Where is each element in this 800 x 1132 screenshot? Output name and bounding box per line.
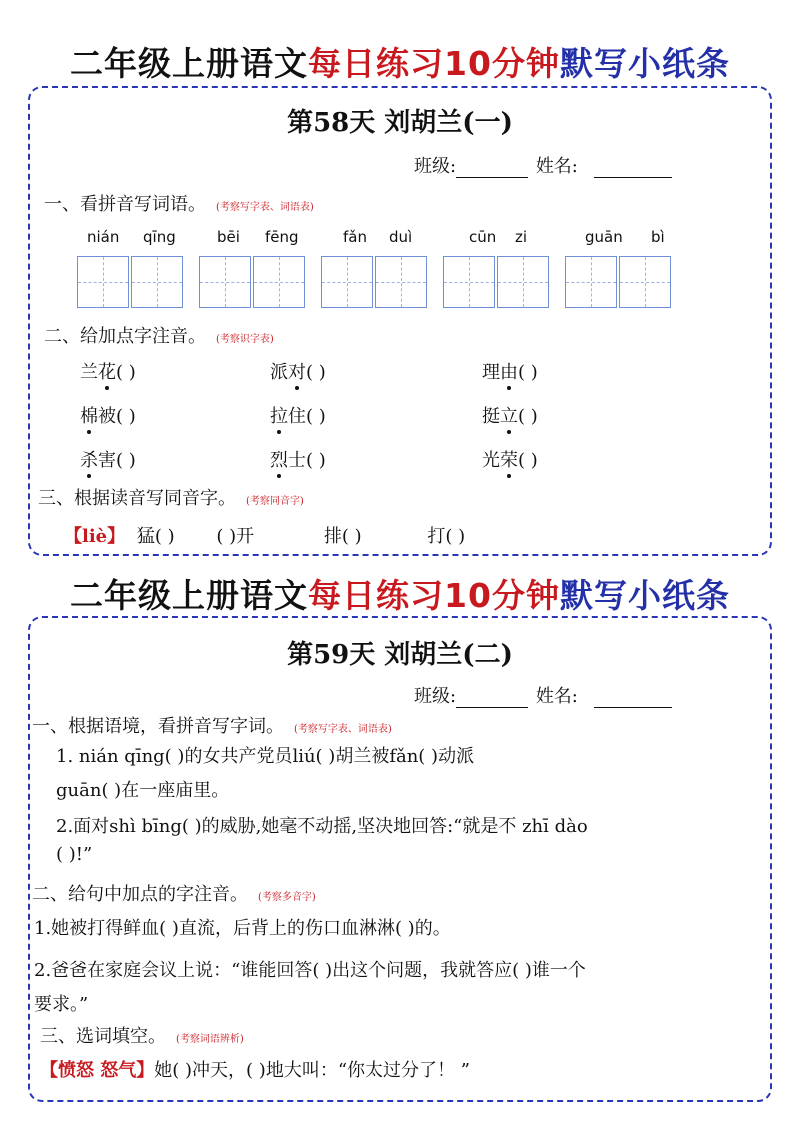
banner-dictation: 默写小纸条: [559, 44, 730, 83]
q2-item: 杀害( ): [80, 450, 136, 471]
writing-cell[interactable]: [497, 256, 549, 308]
q2-item: 棉被( ): [80, 406, 136, 427]
writing-cell[interactable]: [619, 256, 671, 308]
writing-cell[interactable]: [565, 256, 617, 308]
day59-q3-line: 【愤怒 怒气】她( )冲天，( )地大叫：“你太过分了！ ”: [40, 1060, 470, 1081]
banner-practice: 每日练习10分钟: [308, 44, 560, 83]
day59-q2-line2: 2.爸爸在家庭会议上说：“谁能回答( )出这个问题，我就答应( )谁一个: [34, 960, 586, 981]
writing-cell[interactable]: [131, 256, 183, 308]
class-label: 班级:: [414, 156, 457, 177]
q2-item: 理由( ): [482, 362, 538, 383]
worksheet-banner: [0, 38, 800, 85]
name-label: 姓名:: [535, 156, 578, 177]
day58-q1-heading: 一、看拼音写词语。 (考察写字表、词语表): [44, 194, 314, 215]
day59-card: [28, 616, 772, 1102]
name-field[interactable]: [594, 159, 672, 178]
writing-cell[interactable]: [321, 256, 373, 308]
class-field[interactable]: [456, 159, 528, 178]
day59-title: 第59天 刘胡兰(二): [287, 640, 513, 670]
class-field[interactable]: [456, 689, 528, 708]
word-choice-tag: 【愤怒 怒气】: [40, 1060, 155, 1081]
name-field[interactable]: [594, 689, 672, 708]
day59-q3-heading: 三、选词填空。 (考察词语辨析): [40, 1026, 244, 1047]
day59-q1-heading: 一、根据语境，看拼音写字词。 (考察写字表、词语表): [32, 716, 392, 737]
pinyin-grid-row: nián qīng bēi fēng fǎn duì cūn zi guān bì: [77, 228, 717, 310]
day59-q1-line2: guān( )在一座庙里。: [56, 780, 230, 801]
q2-item: 光荣( ): [482, 450, 538, 471]
day59-student-info: 班级: 姓名:: [414, 682, 672, 708]
writing-cell[interactable]: [253, 256, 305, 308]
writing-cell[interactable]: [199, 256, 251, 308]
worksheet-banner: 二年级上册语文每日练习10分钟默写小纸条: [70, 576, 730, 615]
day59-q1-line3: 2.面对shì bīng( )的威胁,她毫不动摇,坚决地回答:“就是不 zhī dào: [56, 816, 588, 837]
day58-student-info: [414, 152, 672, 178]
day58-q3-heading: 三、根据读音写同音字。 (考察同音字): [38, 488, 304, 509]
writing-cell[interactable]: [77, 256, 129, 308]
writing-cell[interactable]: [443, 256, 495, 308]
day59-q2-line3: 要求。”: [34, 994, 89, 1015]
day59-q1-line4: ( )!”: [56, 844, 93, 865]
day59-q2-line1: 1.她被打得鲜血( )直流，后背上的伤口血淋淋( )的。: [34, 918, 451, 939]
day59-q2-heading: 二、给句中加点的字注音。 (考察多音字): [32, 884, 316, 905]
writing-cell[interactable]: [375, 256, 427, 308]
pinyin-tag: 【liè】: [64, 526, 126, 547]
q2-item: 烈士( ): [270, 450, 326, 471]
q2-item: 挺立( ): [482, 406, 538, 427]
q2-item: 拉住( ): [270, 406, 326, 427]
day58-q3-items: 【liè】 猛( ) ( )开 排( ) 打( ): [64, 526, 466, 547]
banner-grade: 二年级上册语文: [70, 44, 309, 83]
day58-card: [28, 86, 772, 556]
day59-q1-line1: 1. nián qīng( )的女共产党员liú( )胡兰被fǎn( )动派: [56, 746, 475, 767]
day58-q2-heading: 二、给加点字注音。 (考察识字表): [44, 326, 274, 347]
q2-item: 兰花( ): [80, 362, 136, 383]
q2-item: 派对( ): [270, 362, 326, 383]
day58-title: 第58天 刘胡兰(一): [287, 108, 513, 138]
